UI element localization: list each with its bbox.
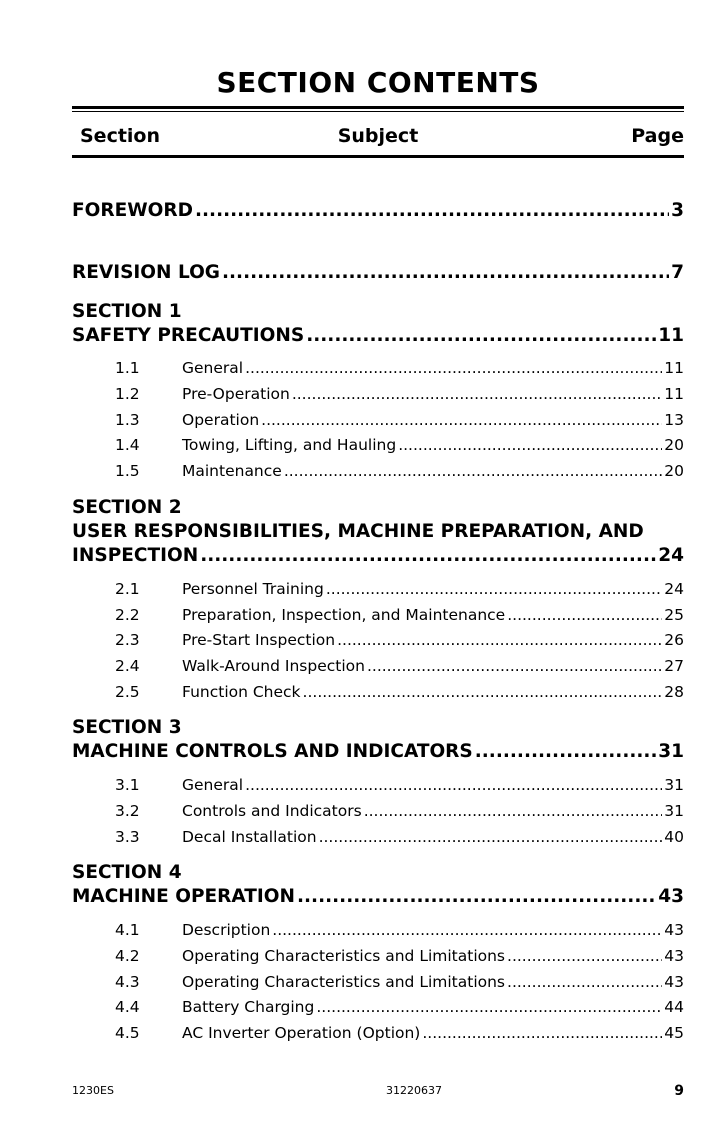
section-4-heading: SECTION 4 — [72, 862, 182, 883]
toc-subentry-page: 13 — [664, 411, 684, 429]
header-rule-top-thick — [72, 106, 684, 109]
toc-subentry-4-4[interactable] — [72, 997, 684, 1017]
toc-subentry-title: Function Check — [182, 683, 301, 701]
toc-subentry-title: Battery Charging — [182, 998, 315, 1016]
dot-leader — [284, 461, 662, 481]
toc-entry-label: SAFETY PRECAUTIONS — [72, 325, 305, 346]
toc-entry-label: REVISION LOG — [72, 262, 220, 283]
toc-entry-label: MACHINE CONTROLS AND INDICATORS — [72, 741, 473, 762]
toc-subentry-page: 26 — [664, 631, 684, 649]
toc-subentry-title: Maintenance — [182, 462, 282, 480]
dot-leader — [272, 920, 662, 940]
toc-subentry-title: Operating Characteristics and Limitations — [182, 973, 506, 991]
toc-subentry-number: 2.3 — [115, 631, 140, 649]
toc-subentry-title: Operating Characteristics and Limitations — [182, 947, 506, 965]
column-header-subject: Subject — [337, 125, 419, 147]
toc-subentry-3-1[interactable] — [72, 775, 684, 795]
toc-subentry-1-4[interactable] — [72, 435, 684, 455]
toc-subentry-page: 40 — [664, 828, 684, 846]
toc-subentry-2-5[interactable] — [72, 682, 684, 702]
toc-entry-section-1[interactable] — [72, 324, 684, 348]
toc-subentry-2-1[interactable] — [72, 579, 684, 599]
toc-subentry-number: 4.2 — [115, 947, 140, 965]
toc-subentry-number: 4.4 — [115, 998, 140, 1016]
column-header-page: Page — [631, 125, 684, 147]
toc-subentry-page: 31 — [664, 776, 684, 794]
dot-leader — [398, 435, 662, 455]
toc-subentry-title: General — [182, 776, 244, 794]
toc-subentry-page: 43 — [664, 947, 684, 965]
toc-subentry-1-1[interactable] — [72, 358, 684, 378]
dot-leader — [195, 199, 669, 223]
toc-subentry-page: 44 — [664, 998, 684, 1016]
toc-subentry-page: 11 — [664, 385, 684, 403]
toc-entry-page: 11 — [658, 325, 684, 346]
toc-subentry-3-3[interactable] — [72, 827, 684, 847]
dot-leader — [326, 579, 662, 599]
section-1-heading: SECTION 1 — [72, 301, 182, 322]
toc-subentry-page: 24 — [664, 580, 684, 598]
toc-subentry-2-4[interactable] — [72, 656, 684, 676]
footer-page-number: 9 — [674, 1083, 684, 1099]
toc-subentry-title: Pre-Operation — [182, 385, 290, 403]
toc-subentry-title: Pre-Start Inspection — [182, 631, 336, 649]
toc-subentry-number: 4.5 — [115, 1024, 140, 1042]
toc-entry-revision-log[interactable] — [72, 261, 684, 285]
toc-subentry-title: Description — [182, 921, 271, 939]
toc-subentry-number: 3.3 — [115, 828, 140, 846]
dot-leader — [319, 827, 663, 847]
toc-entry-label: FOREWORD — [72, 200, 193, 221]
toc-entry-page: 31 — [658, 741, 684, 762]
toc-subentry-number: 1.2 — [115, 385, 140, 403]
toc-subentry-title: Preparation, Inspection, and Maintenance — [182, 606, 506, 624]
toc-subentry-2-3[interactable] — [72, 630, 684, 650]
toc-subentry-page: 20 — [664, 436, 684, 454]
toc-subentry-4-2[interactable] — [72, 946, 684, 966]
toc-entry-label: INSPECTION — [72, 545, 199, 566]
dot-leader — [245, 775, 662, 795]
toc-subentry-title: Towing, Lifting, and Hauling — [182, 436, 397, 454]
toc-entry-label: MACHINE OPERATION — [72, 886, 295, 907]
toc-subentry-page: 43 — [664, 973, 684, 991]
dot-leader — [261, 410, 662, 430]
dot-leader — [364, 801, 663, 821]
toc-subentry-2-2[interactable] — [72, 605, 684, 625]
toc-subentry-title: Operation — [182, 411, 260, 429]
toc-subentry-page: 45 — [664, 1024, 684, 1042]
dot-leader — [222, 261, 669, 285]
page-title: SECTION CONTENTS — [216, 66, 540, 99]
section-2-heading: SECTION 2 — [72, 497, 182, 518]
toc-subentry-4-5[interactable] — [72, 1023, 684, 1043]
header-rule-top-thin — [72, 111, 684, 112]
toc-subentry-1-3[interactable] — [72, 410, 684, 430]
dot-leader — [316, 997, 662, 1017]
toc-subentry-page: 20 — [664, 462, 684, 480]
toc-entry-page: 7 — [671, 262, 684, 283]
dot-leader — [337, 630, 662, 650]
toc-subentry-number: 2.4 — [115, 657, 140, 675]
footer-doc-number: 31220637 — [386, 1084, 442, 1097]
dot-leader — [507, 972, 662, 992]
toc-subentry-number: 2.2 — [115, 606, 140, 624]
toc-subentry-page: 27 — [664, 657, 684, 675]
toc-subentry-page: 11 — [664, 359, 684, 377]
toc-entry-page: 24 — [658, 545, 684, 566]
dot-leader — [367, 656, 662, 676]
dot-leader — [292, 384, 662, 404]
toc-subentry-page: 25 — [664, 606, 684, 624]
dot-leader — [200, 544, 656, 568]
dot-leader — [422, 1023, 662, 1043]
toc-entry-section-4[interactable] — [72, 885, 684, 909]
dot-leader — [507, 605, 662, 625]
toc-subentry-4-3[interactable] — [72, 972, 684, 992]
section-3-heading: SECTION 3 — [72, 717, 182, 738]
dot-leader — [297, 885, 656, 909]
toc-entry-section-3[interactable] — [72, 740, 684, 764]
header-rule-bottom — [72, 155, 684, 158]
dot-leader — [245, 358, 662, 378]
toc-subentry-number: 2.5 — [115, 683, 140, 701]
toc-subentry-page: 43 — [664, 921, 684, 939]
column-header-section: Section — [80, 125, 161, 147]
toc-subentry-4-1[interactable] — [72, 920, 684, 940]
toc-subentry-page: 31 — [664, 802, 684, 820]
toc-entry-page: 43 — [658, 886, 684, 907]
dot-leader — [303, 682, 663, 702]
toc-subentry-title: Personnel Training — [182, 580, 324, 598]
toc-subentry-number: 1.3 — [115, 411, 140, 429]
toc-subentry-1-2[interactable] — [72, 384, 684, 404]
dot-leader — [475, 740, 657, 764]
dot-leader — [306, 324, 656, 348]
toc-subentry-number: 4.1 — [115, 921, 140, 939]
toc-subentry-number: 1.5 — [115, 462, 140, 480]
footer-model: 1230ES — [72, 1084, 114, 1097]
toc-subentry-title: Decal Installation — [182, 828, 317, 846]
toc-subentry-3-2[interactable] — [72, 801, 684, 821]
toc-subentry-number: 3.1 — [115, 776, 140, 794]
toc-subentry-number: 1.1 — [115, 359, 140, 377]
toc-subentry-title: Walk-Around Inspection — [182, 657, 365, 675]
section-2-title-line-1: USER RESPONSIBILITIES, MACHINE PREPARATION, AND — [72, 521, 644, 542]
toc-subentry-number: 3.2 — [115, 802, 140, 820]
toc-entry-section-2[interactable] — [72, 544, 684, 568]
dot-leader — [507, 946, 662, 966]
toc-subentry-title: Controls and Indicators — [182, 802, 362, 820]
toc-subentry-page: 28 — [664, 683, 684, 701]
toc-entry-page: 3 — [671, 200, 684, 221]
toc-subentry-number: 2.1 — [115, 580, 140, 598]
toc-subentry-number: 1.4 — [115, 436, 140, 454]
toc-subentry-title: AC Inverter Operation (Option) — [182, 1024, 421, 1042]
toc-subentry-title: General — [182, 359, 244, 377]
toc-subentry-number: 4.3 — [115, 973, 140, 991]
toc-subentry-1-5[interactable] — [72, 461, 684, 481]
toc-entry-foreword[interactable] — [72, 199, 684, 223]
